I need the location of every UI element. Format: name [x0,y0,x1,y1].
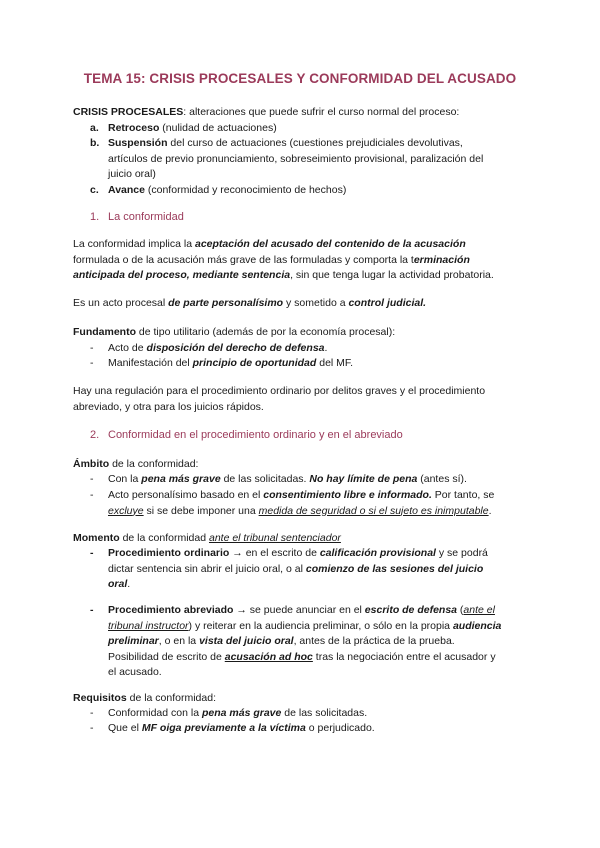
document-page: TEMA 15: CRISIS PROCESALES Y CONFORMIDAD DEL ACUSADO CRISIS PROCESALES: alteraciones que puede sufrir el curso normal del proceso: a. Retroceso (nulidad de actuaciones) b. Suspensión del curso de actuaciones (cuestiones prejudiciales devolutivas, artículos de previo pronunciamiento, sobreseimiento provisional, paralización del juicio oral) c. Avance (conformidad y reconocimiento de hechos) 1. La conformidad La conformidad implica la aceptación del acusado del contenido de la acusación formulada o de la acusación más grave de las formuladas y comporta la terminación anticipada del proceso, mediante sentencia, sin que tenga lugar la actividad probatoria. Es un acto procesal de parte personalísimo y sometido a control judicial. Fundamento de tipo utilitario (además de por la economía procesal): - Acto de disposición del derecho de defensa. - Manifestación del principio de oportunidad del MF. Hay una regulación para el procedimiento ordinario por delitos graves y el procedimiento abreviado, y otra para los juicios rápidos. 2. Conformidad en el procedimiento ordinario y en el abreviado Ámbito de la conformidad: - Con la pena más grave de las solicitadas. No hay límite de pena (antes sí). - Acto personalísimo basado en el consentimiento libre e informado. Por tanto, se excluye si se debe imponer una medida de seguridad o si el sujeto es inimputable. Momento de la conformidad ante el tribunal sentenciador - Procedimiento ordinario → en el escrito de calificación provisional y se podrá dictar sentencia sin abrir el juicio oral, o al comienzo de las sesiones del juicio oral. - Procedimiento abreviado → se puede anunciar en el escrito de defensa (ante el tribunal instructor) y reiterar en la audiencia preliminar, o sólo en la propia audiencia preliminar, o en la vista del juicio oral, antes de la práctica de la prueba. Posibilidad de escrito de acusación ad hoc tras la negociación entre el acusador y el acusado. Requisitos de la conformidad: - Conformidad con la pena más grave de las solicitadas. - Que el MF oiga previamente a la víctima o perjudicado. [0,0,600,848]
section-heading-2: 2. Conformidad en el procedimiento ordinario y en el abreviado [90,429,403,441]
momento-heading: Momento de la conformidad ante el tribunal sentenciador [73,532,341,544]
paragraph: Es un acto procesal de parte personalísimo y sometido a control judicial. [73,297,427,309]
requisitos-heading: Requisitos de la conformidad: [73,692,216,704]
fundamento-heading: Fundamento de tipo utilitario (además de por la economía procesal): [73,326,396,338]
ambito-heading: Ámbito de la conformidad: [73,458,199,470]
paragraph: La conformidad implica la aceptación del acusado del contenido de la acusación formulada o de la acusación más grave de las formuladas y comporta la terminación anticipada del proceso, mediante sentencia, sin que tenga lugar la actividad probatoria. [73,238,494,281]
crisis-intro: CRISIS PROCESALES: alteraciones que puede sufrir el curso normal del proceso: [73,106,460,118]
page-title: TEMA 15: CRISIS PROCESALES Y CONFORMIDAD DEL ACUSADO [83,71,517,86]
paragraph: Hay una regulación para el procedimiento ordinario por delitos graves y el procedimiento abreviado, y otra para los juicios rápidos. [73,385,486,413]
section-heading-1: 1. La conformidad [90,211,184,223]
